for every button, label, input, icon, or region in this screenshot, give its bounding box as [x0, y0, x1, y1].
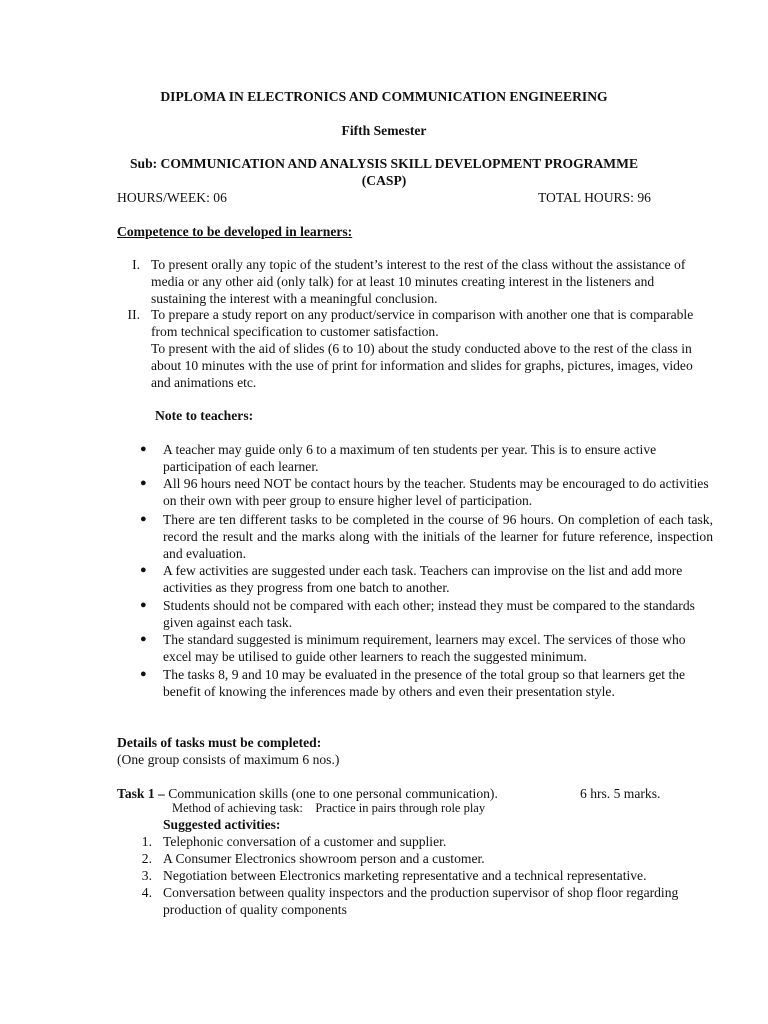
activity-number: 3. [141, 868, 152, 883]
bullet-icon: ● [140, 633, 147, 645]
note-bullet-text: There are ten different tasks to be completed in the course of 96 hours. On completion of each task, record the result and the marks along with the initials of the learner for future reference, inspection and evaluation. [163, 512, 713, 561]
task-1-method: Method of achieving task: Practice in pairs through role play [172, 801, 486, 815]
activity-number: 1. [141, 834, 152, 849]
task-1-label: Task 1 – [117, 786, 165, 801]
bullet-icon: ● [140, 513, 147, 525]
activity-text: Negotiation between Electronics marketing representative and a technical representative. [163, 868, 647, 883]
document-title: DIPLOMA IN ELECTRONICS AND COMMUNICATION ENGINEERING [160, 89, 608, 104]
hours-per-week: HOURS/WEEK: 06 [117, 190, 227, 205]
semester-label: Fifth Semester [341, 123, 427, 138]
activity-number: 2. [141, 851, 152, 866]
competence-continuation: To present with the aid of slides (6 to 10) about the study conducted above to the rest of the class in about 10 minutes with the use of print for information and slides for graphs, pictures, images, video and animations etc. [151, 341, 693, 390]
bullet-icon: ● [140, 599, 147, 611]
competence-item-text: To prepare a study report on any product/service in comparison with another one that is comparable from technical specification to customer satisfaction. [151, 307, 694, 339]
note-bullet-text: A few activities are suggested under each task. Teachers can improvise on the list and add more activities as they progress from one batch to another. [163, 563, 683, 595]
bullet-icon: ● [140, 668, 147, 680]
suggested-activities-heading: Suggested activities: [163, 817, 281, 832]
bullet-icon: ● [140, 443, 147, 455]
competence-item-number: II. [127, 307, 140, 322]
competence-heading: Competence to be developed in learners: [117, 224, 353, 239]
activity-text: Conversation between quality inspectors and the production supervisor of shop floor regarding production of quality components [163, 885, 679, 917]
note-bullet-text: A teacher may guide only 6 to a maximum of ten students per year. This is to ensure active participation of each learner. [163, 442, 657, 474]
note-bullet-text: The standard suggested is minimum requirement, learners may excel. The services of those who excel may be utilised to guide other learners to reach the suggested minimum. [163, 632, 686, 664]
subject-line-2: (CASP) [361, 173, 407, 188]
task-1-description: Communication skills (one to one personal communication). [168, 786, 498, 801]
bullet-icon: ● [140, 564, 147, 576]
competence-item-text: To present orally any topic of the student’s interest to the rest of the class without the assistance of media or any other aid (only talk) for at least 10 minutes creating interest in the listeners and sustaining the interest with a meaningful conclusion. [151, 257, 686, 306]
total-hours: TOTAL HOURS: 96 [538, 190, 651, 205]
details-subheading: (One group consists of maximum 6 nos.) [117, 752, 340, 767]
note-bullet-text: Students should not be compared with each other; instead they must be compared to the standards given against each task. [163, 598, 695, 630]
note-heading: Note to teachers: [155, 408, 254, 423]
activity-text: A Consumer Electronics showroom person and a customer. [163, 851, 485, 866]
note-bullet-text: All 96 hours need NOT be contact hours by the teacher. Students may be encouraged to do activities on their own with peer group to ensure higher level of participation. [163, 476, 709, 508]
subject-line-1: Sub: COMMUNICATION AND ANALYSIS SKILL DEVELOPMENT PROGRAMME [129, 156, 639, 171]
task-1-hours-marks: 6 hrs. 5 marks. [580, 786, 661, 801]
activity-text: Telephonic conversation of a customer and supplier. [163, 834, 447, 849]
competence-item-number: I. [132, 257, 140, 272]
activity-number: 4. [141, 885, 152, 900]
details-heading: Details of tasks must be completed: [117, 735, 322, 750]
note-bullet-text: The tasks 8, 9 and 10 may be evaluated in the presence of the total group so that learners get the benefit of knowing the inferences made by others and even their presentation style. [163, 667, 686, 699]
bullet-icon: ● [140, 477, 147, 489]
